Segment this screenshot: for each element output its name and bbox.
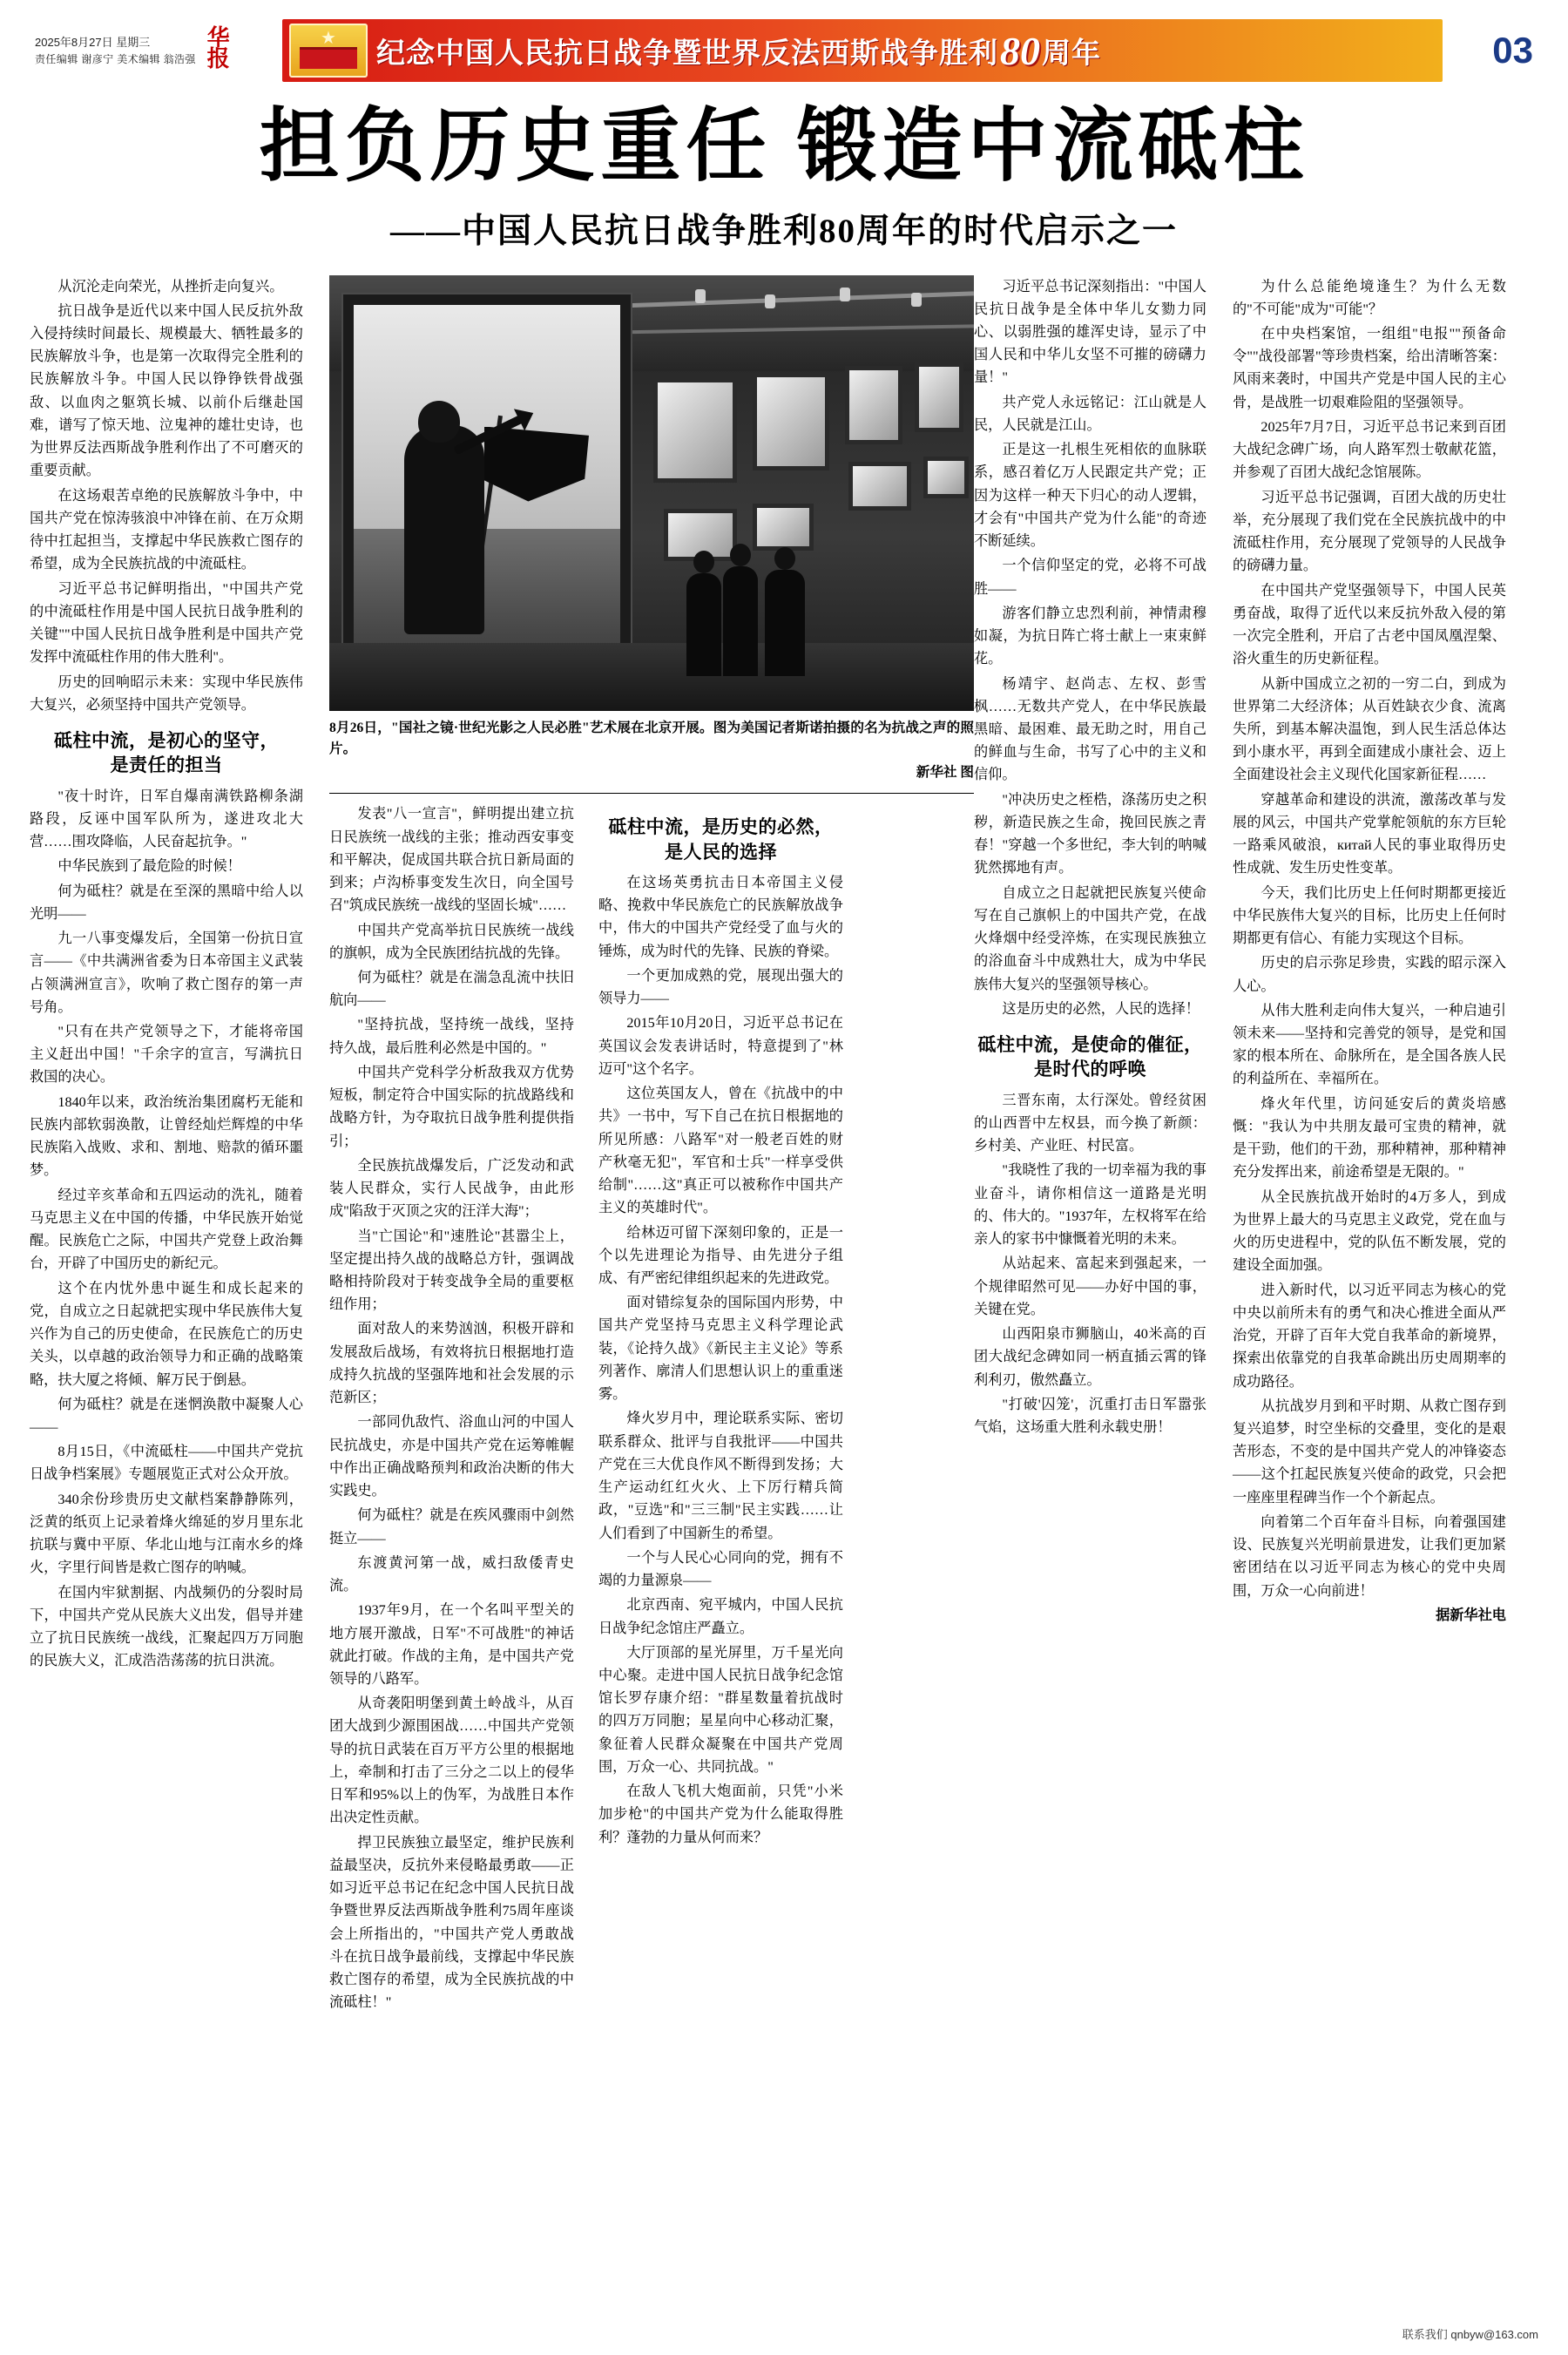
paragraph: 在中央档案馆，一组组"电报""预备命令""战役部署"等珍贵档案，给出清晰答案：风雨来袭时，中国共产党是中国人民的主心骨，是战胜一切艰难险阻的坚强领导。 [1233, 325, 1506, 410]
section-heading-2-line2: 是人民的选择 [665, 841, 777, 863]
paragraph: 历史的回响昭示未来：实现中华民族伟大复兴，必须坚持中国共产党领导。 [30, 673, 303, 713]
paragraph: 何为砥柱？就是在迷惘涣散中凝聚人心—— [30, 1396, 303, 1435]
photo-bugler-head [418, 401, 460, 443]
visitor-figure [765, 570, 805, 676]
paragraph: 烽火年代里，访问延安后的黄炎培感慨："我认为中共朋友最可宝贵的精神，就是干勁，他们的干劲，那种精神，那种精神充分发挥出来，前途希望是无限的。" [1233, 1095, 1506, 1181]
paragraph: 给林迈可留下深刻印象的，正是一个以先进理论为指导、由先进分子组成、有严密纪律组织起来的先进政党。 [598, 1224, 843, 1286]
paragraph: 中国共产党高举抗日民族统一战线的旗帜，成为全民族团结抗战的先锋。 [329, 922, 574, 961]
paragraph: 340余份珍贵历史文献档案静静陈列，泛黄的纸页上记录着烽火绵延的岁月里东北抗联与冀中平原、华北山地与江南水乡的烽火，字里行间皆是救亡图存的呐喊。 [30, 1491, 303, 1576]
section-heading-1 [30, 728, 303, 778]
paragraph: 在中国共产党坚强领导下，中国人民英勇奋战，取得了近代以来反抗外敌入侵的第一次完全胜利，开启了古老中国凤凰涅槃、浴火重生的历史新征程。 [1233, 582, 1506, 667]
anniversary-banner [282, 19, 1443, 82]
paragraph: 正是这一扎根生死相依的血脉联系，感召着亿万人民跟定共产党；正因为这样一种天下归心的动人逻辑，才会有"中国共产党为什么能"的奇迹不断延续。 [974, 442, 1206, 550]
masthead-dates [35, 34, 196, 67]
paragraph: 一个更加成熟的党，展现出强大的领导力—— [598, 967, 843, 1007]
paragraph: 在这场英勇抗击日本帝国主义侵略、挽救中华民族危亡的民族解放战争中，伟大的中国共产党经受了血与火的锤炼，成为时代的先锋、民族的脊梁。 [598, 875, 843, 959]
paragraph: 从奇袭阳明堡到黄土岭战斗，从百团大战到少源围困战……中国共产党领导的抗日武装在百万平方公里的根据地上，牵制和打击了三分之二以上的侵华日军和95%以上的伪军，为战胜日本作出决定性贡献。 [329, 1695, 574, 1826]
column-3 [586, 802, 843, 2015]
paragraph: 抗日战争是近代以来中国人民反抗外敌入侵持续时间最长、规模最大、牺牲最多的民族解放斗争，也是第一次取得完全胜利的民族解放斗争。中国人民以铮铮铁骨战强敌、以血肉之躯筑长城、以前仆后继赴国难，谱写了惊天地、泣鬼神的雄壮史诗，也为世界反法西斯战争胜利作出了不可磨灭的重要贡献。 [30, 302, 303, 479]
exhibition-photo [329, 275, 974, 711]
spotlight-icon [840, 288, 850, 301]
paragraph: "冲决历史之桎梏，涤荡历史之积秽，新造民族之生命，挽回民族之青春！"穿越一个多世纪，李大钊的呐喊犹然掷地有声。 [974, 791, 1206, 876]
paragraph: 三晋东南，太行深处。曾经贫困的山西晋中左权县，而今换了新颜：乡村美、产业旺、村民富。 [974, 1092, 1206, 1154]
paragraph: 面对错综复杂的国际国内形势，中国共产党坚持马克思主义科学理论武装，《论持久战》《新民主主义论》等系列著作、廓清人们思想认识上的重重迷雾。 [598, 1295, 843, 1403]
section-heading-1-line1: 砥柱中流，是初心的坚守， [54, 729, 279, 751]
paragraph: 当"亡国论"和"速胜论"甚嚣尘上，坚定提出持久战的战略总方针，强调战略相持阶段对于转变战争全局的重要枢纽作用； [329, 1228, 574, 1313]
paragraph: "只有在共产党领导之下，才能将帝国主义赶出中国！"千余字的宣言，写满抗日救国的决心。 [30, 1024, 303, 1086]
paragraph: 一个与人民心心同向的党，拥有不竭的力量源泉—— [598, 1549, 843, 1589]
divider [329, 793, 974, 794]
section-heading-3-line1: 砥柱中流，是使命的催征， [977, 1034, 1203, 1056]
paragraph: 游客们静立忠烈利前，神情肃穆如凝，为抗日阵亡将士献上一束束鲜花。 [974, 605, 1206, 667]
spotlight-icon [695, 289, 706, 303]
source-note: 据新华社电 [1436, 1607, 1506, 1623]
paragraph: 东渡黄河第一战，威扫敌倭青史流。 [329, 1554, 574, 1594]
newspaper-page [0, 19, 1568, 2355]
contact-email[interactable]: qnbyw@163.com [1450, 2327, 1538, 2341]
photo-credit: 新华社 图 [916, 765, 974, 781]
article-body [30, 275, 1538, 2288]
framed-photograph [753, 504, 814, 551]
paragraph: 从沉沦走向荣光，从挫折走向复兴。 [57, 278, 284, 294]
contact-label: 联系我们 [1402, 2327, 1448, 2341]
paragraph: 从抗战岁月到和平时期、从救亡图存到复兴追梦，时空坐标的交叠里，变化的是艰苦形态，不变的是中国共产党人的冲锋姿态——这个扛起民族复兴使命的政党，只会把一座座里程碑当作一个个新起点。 [1233, 1397, 1506, 1506]
column-2 [329, 802, 586, 2015]
paragraph: "我晓性了我的一切幸福为我的事业奋斗，请你相信这一道路是光明的、伟大的。"1937年，左权将军在给亲人的家书中慷慨着光明的未来。 [974, 1162, 1206, 1248]
publish-date: 2025年8月27日 星期三 [35, 36, 151, 50]
framed-photograph [923, 457, 969, 498]
paragraph: 为什么总能绝境逢生？为什么无数的"不可能"成为"可能"？ [1233, 278, 1506, 317]
paragraph: 面对敌人的来势汹汹，积极开辟和发展敌后战场，有效将抗日根据地打造成持久抗战的坚强阵地和社会发展的示范新区； [329, 1321, 574, 1406]
masthead [30, 19, 1538, 82]
photo-bugler-body [404, 425, 484, 634]
photo-block [329, 275, 974, 795]
paragraph: 一个信仰坚定的党，必将不可战胜—— [974, 558, 1206, 597]
paragraph: 从全民族抗战开始时的4万多人，到成为世界上最大的马克思主义政党，党在血与火的历史进程中，党的队伍不断发展，党的建设全面加强。 [1233, 1188, 1506, 1274]
visitor-figure [686, 573, 721, 676]
paragraph: "打破'囚笼'，沉重打击日军嚣张气焰，这场重大胜利永载史册！ [974, 1396, 1206, 1435]
spotlight-icon [911, 293, 922, 307]
paragraph: 从伟大胜利走向伟大复兴，一种启迪引领未来——坚持和完善党的领导，是党和国家的根本所在、命脉所在，是全国各族人民的利益所在、幸福所在。 [1233, 1002, 1506, 1087]
paragraph: 向着第二个百年奋斗目标，向着强国建设、民族复兴光明前景进发，让我们更加紧密团结在以习近平同志为核心的党中央周围，万众一心向前进！ [1233, 1513, 1506, 1599]
paragraph: "夜十时许，日军自爆南满铁路柳条湖路段，反诬中国军队所为，遂进攻北大营……围攻降临，人民奋起抗争。" [30, 788, 303, 850]
paragraph: 在敌人飞机大炮面前，只凭"小米加步枪"的中国共产党为什么能取得胜利？蓬勃的力量从何而来？ [598, 1783, 843, 1845]
paragraph: 九一八事变爆发后，全国第一份抗日宣言——《中共满洲省委为日本帝国主义武装占领满洲宣言》，吹响了救亡图存的第一声号角。 [30, 930, 303, 1015]
framed-photograph-main [343, 294, 631, 678]
section-heading-1-line2: 是责任的担当 [110, 755, 223, 776]
section-heading-2-line1: 砥柱中流，是历史的必然， [608, 816, 834, 838]
paragraph: 习近平总书记强调，百团大战的历史壮举，充分展现了我们党在全民族抗战中的中流砥柱作用，充分展现了党领导的人民战争的磅礴力量。 [1233, 489, 1506, 574]
framed-photograph [845, 366, 902, 444]
framed-photograph [848, 462, 911, 511]
paragraph: 8月15日，《中流砥柱——中国共产党抗日战争档案展》专题展览正式对公众开放。 [30, 1444, 303, 1483]
column-1 [30, 275, 317, 2288]
paragraph: 在这场艰苦卓绝的民族解放斗争中，中国共产党在惊涛骇浪中冲锋在前、在万众期待中扛起担当，支撑起中华民族救亡图存的希望，成为全民族抗战的中流砥柱。 [30, 487, 303, 572]
visitor-figure [723, 566, 758, 676]
paragraph: 大厅顶部的星光屏里，万千星光向中心聚。走进中国人民抗日战争纪念馆馆长罗存康介绍："群星数量着抗战时的四万万同胞；星星向中心移动汇聚，象征着人民群众凝聚在中国共产党周围，万众一心、共同抗战。" [598, 1644, 843, 1775]
newspaper-logo: 华报 [204, 25, 230, 67]
paragraph: 今天，我们比历史上任何时期都更接近中华民族伟大复兴的目标，比历史上任何时期都更有信心、有能力实现这个目标。 [1233, 884, 1506, 947]
column-4 [962, 275, 1219, 2288]
great-hall-emblem-icon [289, 24, 368, 78]
column-middle [317, 275, 974, 2288]
headline-block [30, 102, 1538, 253]
section-heading-3 [974, 1032, 1206, 1082]
paragraph: 从新中国成立之初的一穷二白，到成为世界第二大经济体；从百姓缺衣少食、流离失所，到基本解决温饱，到人民生活总体达到小康水平，再到全面建成小康社会、迈上全面建设社会主义现代化国家新征程…… [1233, 675, 1506, 783]
paragraph: 共产党人永远铭记：江山就是人民，人民就是江山。 [974, 394, 1206, 433]
paragraph: 穿越革命和建设的洪流，激荡改革与发展的风云，中国共产党掌舵领航的东方巨轮一路乘风破浪，китай人民的事业取得历史性成就、发生历史性变革。 [1233, 791, 1506, 876]
paragraph: 何为砥柱？就是在湍急乱流中扶旧航向—— [329, 969, 574, 1009]
paragraph: 1840年以来，政治统治集团腐朽无能和民族内部软弱涣散，让曾经灿烂辉煌的中华民族陷入战败、求和、割地、赔款的循环噩梦。 [30, 1093, 303, 1179]
paragraph: 习近平总书记鲜明指出，"中国共产党的中流砥柱作用是中国人民抗日战争胜利的关键""中国人民抗日战争胜利是中国共产党发挥中流砥柱作用的伟大胜利"。 [30, 580, 303, 666]
column-5 [1219, 275, 1506, 2288]
paragraph: 捍卫民族独立最坚定，维护民族利益最坚决，反抗外来侵略最勇敢——正如习近平总书记在纪念中国人民抗日战争暨世界反法西斯战争胜利75周年座谈会上所指出的，"中国共产党人勇敢战斗在抗日战争最前线，支撑起中华民族救亡图存的希望，成为全民族抗战的中流砥柱！" [329, 1834, 574, 2011]
section-heading-2 [598, 815, 843, 864]
banner-anniversary-number: 80 [1000, 28, 1040, 73]
paragraph: 2025年7月7日，习近平总书记来到百团大战纪念碑广场，向人路军烈士敬献花篮，并参观了百团大战纪念馆展陈。 [1233, 418, 1506, 481]
paragraph: 1937年9月，在一个名叫平型关的地方展开激战，日军"不可战胜"的神话就此打破。作战的主角，是中国共产党领导的八路军。 [329, 1602, 574, 1687]
editors-line: 责任编辑 谢彦宁 美术编辑 翁浩强 [35, 52, 196, 65]
paragraph: 杨靖宇、赵尚志、左权、彭雪枫……无数共产党人，在中华民族最黑暗、最困难、最无助之时，用自己的鲜血与生命，书写了心中的主义和信仰。 [974, 675, 1206, 783]
paragraph: "坚持抗战，坚持统一战线，坚持持久战，最后胜利必然是中国的。" [329, 1017, 574, 1056]
page-title: 担负历史重任 锻造中流砥柱 [259, 102, 1309, 191]
paragraph: 进入新时代，以习近平同志为核心的党中央以前所未有的勇气和决心推进全面从严治党，开辟了百年大党自我革命的新境界，探索出依靠党的自我革命跳出历史周期率的成功路径。 [1233, 1282, 1506, 1390]
paragraph: 自成立之日起就把民族复兴使命写在自己旗帜上的中国共产党，在战火烽烟中经受淬炼，在实现民族独立的浴血奋斗中成熟壮大，成为中华民族伟大复兴的坚强领导核心。 [974, 884, 1206, 992]
photo-caption [329, 718, 974, 785]
page-footer [0, 2326, 1538, 2344]
paragraph: 2015年10月20日，习近平总书记在英国议会发表讲话时，特意提到了"林迈可"这个名字。 [598, 1015, 843, 1077]
framed-photograph [753, 373, 829, 470]
paragraph: 经过辛亥革命和五四运动的洗礼，随着马克思主义在中国的传播，中华民族开始觉醒。民族危亡之际，中国共产党登上政治舞台，开辟了中国历史的新纪元。 [30, 1187, 303, 1272]
paragraph: 何为砥柱？就是在疾风骤雨中剑然挺立—— [329, 1507, 574, 1546]
framed-photograph [653, 378, 737, 483]
paragraph: 全民族抗战爆发后，广泛发动和武装人民群众，实行人民战争，由此形成"陷敌于灭顶之灾的汪洋大海"； [329, 1157, 574, 1220]
spotlight-icon [765, 294, 775, 308]
banner-title-pre: 纪念中国人民抗日战争暨世界反法西斯战争胜利 [376, 37, 998, 70]
paragraph: 一部同仇敌忾、浴血山河的中国人民抗战史，亦是中国共产党在运筹帷幄中作出正确战略预判和政治决断的伟大实践史。 [329, 1414, 574, 1499]
paragraph: 历史的启示弥足珍贵，实践的昭示深入人心。 [1233, 955, 1506, 994]
paragraph: 北京西南、宛平城内，中国人民抗日战争纪念馆庄严矗立。 [598, 1597, 843, 1636]
paragraph: 何为砥柱？就是在至深的黑暗中给人以光明—— [30, 883, 303, 922]
banner-title-post: 周年 [1042, 37, 1101, 70]
photo-caption-text: 8月26日，"国社之镜·世纪光影之人民必胜"艺术展在北京开展。图为美国记者斯诺拍摄的名为抗战之声的照片。 [329, 720, 974, 757]
gallery-floor [329, 643, 974, 711]
paragraph: 烽火岁月中，理论联系实际、密切联系群众、批评与自我批评——中国共产党在三大优良作风不断得到发扬；大生产运动红红火火、上下厉行精兵简政，"豆选"和"三三制"民主实践……让人们看到了中国新生的希望。 [598, 1411, 843, 1541]
paragraph: 这个在内忧外患中诞生和成长起来的党，自成立之日起就把实现中华民族伟大复兴作为自己的历史使命，在民族危亡的历史关头，以卓越的政治领导力和正确的战略策略，扶大厦之将倾、解万民于倒悬。 [30, 1280, 303, 1388]
paragraph: 这位英国友人，曾在《抗战中的中共》一书中，写下自己在抗日根据地的所见所感：八路军"对一般老百姓的财产秋毫无犯"，军官和士兵"一样享受供给制"……这"真正可以被称作中国共产主义的英雄时代"。 [598, 1086, 843, 1216]
page-subtitle: ——中国人民抗日战争胜利80周年的时代启示之一 [389, 212, 1178, 250]
paragraph: 中华民族到了最危险的时候！ [57, 858, 241, 875]
masthead-left [30, 19, 282, 82]
section-heading-3-line2: 是时代的呼唤 [1034, 1059, 1146, 1080]
paragraph: 在国内牢狱割据、内战频仍的分裂时局下，中国共产党从民族大义出发，倡导并建立了抗日民族统一战线，汇聚起四万万同胞的民族大义，汇成浩浩荡荡的抗日洪流。 [30, 1584, 303, 1669]
framed-photograph [915, 362, 963, 432]
paragraph: 中国共产党科学分析敌我双方优势短板，制定符合中国实际的抗战路线和战略方针，为夺取抗日战争胜利提供指引； [329, 1064, 574, 1149]
paragraph: 这是历史的必然，人民的选择！ [1002, 1000, 1200, 1017]
paragraph: 山西阳泉市狮脑山，40米高的百团大战纪念碑如同一柄直插云霄的锋利利刃，傲然矗立。 [974, 1326, 1206, 1388]
middle-subcolumns [329, 802, 950, 2015]
paragraph: 发表"八一宣言"，鲜明提出建立抗日民族统一战线的主张；推动西安事变和平解决，促成国共联合抗日新局面的到来；卢沟桥事变发生次日，向全国号召"筑成民族统一战线的坚固长城"…… [329, 806, 574, 914]
paragraph: 习近平总书记深刻指出："中国人民抗日战争是全体中华儿女勠力同心、以弱胜强的雄浑史诗，显示了中国人民和中华儿女坚不可摧的磅礴力量！" [974, 278, 1206, 386]
paragraph: 从站起来、富起来到强起来，一个规律昭然可见——办好中国的事，关键在党。 [974, 1255, 1206, 1317]
page-number: 03 [1492, 30, 1533, 71]
